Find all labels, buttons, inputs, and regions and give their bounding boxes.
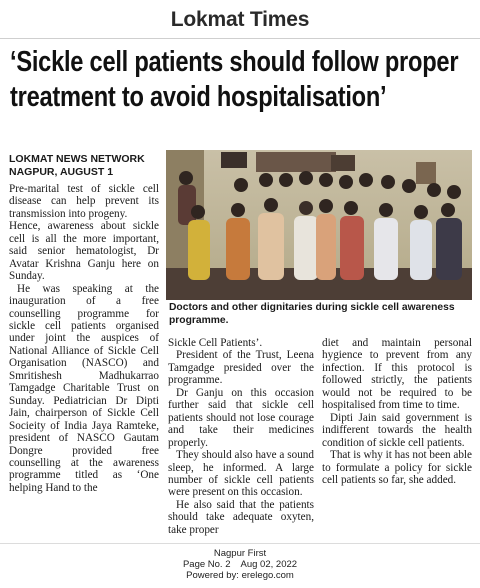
group-photo-image [166,150,472,300]
article-column-3 [322,337,472,486]
byline [9,153,161,179]
masthead-rule [0,38,480,39]
paragraph: Sickle Cell Patients’. [168,337,263,349]
footer-edition: Nagpur First [213,548,267,559]
article-column-2 [168,337,314,536]
paragraph: That is why it has not been able to formulate a policy for sickle cell patients so far, she added. [322,449,472,486]
paragraph: Dipti Jain said government is indifferent towards the health condition of sickle cell patients. [322,411,472,449]
paragraph: Pre-marital test of sickle cell disease can help prevent its transmission into progeny. [9,183,159,220]
paragraph: He was speaking at the inauguration of a free counselling programme for sickle cell patients organised under joint the auspices of National Alliance of Sickle Cell Organisation (NASCO) and Smritishesh Madhukarrao Tamgadge Charitable Trust on Sunday. Pediatrician Dr Dipti Jain, chairperson of Sickle Cell Socieity of India Jaya Ramteke, president of NASCO Gautam Dongre provided free counselling at the awareness programme titled as ‘One helping Hand to the [9,282,159,494]
paragraph: They should also have a sound sleep, he informed. A large number of sickle cell patients were present on this occasion. [168,449,314,499]
headline [10,45,475,115]
masthead: Lokmat Times [170,8,310,31]
headline-line-2: treatment to avoid hospitalisation’ [10,81,387,113]
paragraph: diet and maintain personal hygience to prevent from any infection. If this protocol is followed strictly, the patients would not be required to be hospitalised from time to time. [322,337,472,412]
footer-page-date: Page No. 2 Aug 02, 2022 [182,559,298,570]
paragraph: He also said that the patients should take adequate oxyten, take proper [168,498,314,536]
article-column-1 [9,183,159,494]
page-footer [0,548,480,581]
footer-powered-by: Powered by: erelego.com [186,570,294,581]
photo-caption: Doctors and other dignitaries during sickle cell awareness programme. [169,302,455,326]
paragraph: Hence, awareness about sickle cell is all the more important, said senior hematologist, Dr Avatar Krishna Ganju here on Sunday. [9,220,159,283]
byline-network: LOKMAT NEWS NETWORK [9,153,145,165]
paragraph: Dr Ganju on this occasion further said that sickle cell patients should not lose courage and take their medicines properly. [168,386,314,449]
footer-rule [0,543,480,544]
paragraph: President of the Trust, Leena Tamgadge presided over the programme. [168,349,314,387]
headline-line-1: ‘Sickle cell patients should follow proper [10,46,459,78]
event-photo [166,150,472,300]
byline-dateline: NAGPUR, AUGUST 1 [9,166,114,178]
